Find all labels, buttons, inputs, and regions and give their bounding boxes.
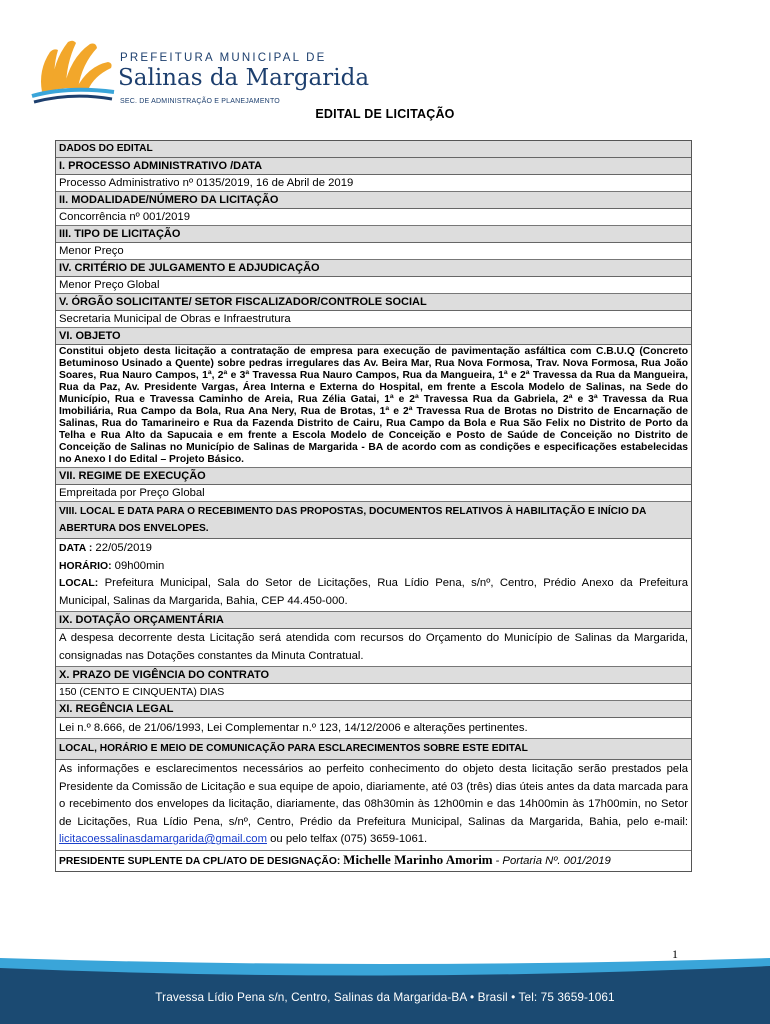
- dotacao-header: IX. DOTAÇÃO ORÇAMENTÁRIA: [56, 612, 691, 629]
- data-label: DATA :: [59, 543, 93, 554]
- tipo-header: III. TIPO DE LICITAÇÃO: [56, 226, 691, 243]
- modalidade-header: II. MODALIDADE/NÚMERO DA LICITAÇÃO: [56, 192, 691, 209]
- logo-municipality-name: Salinas da Margarida: [118, 65, 370, 91]
- criterio-value: Menor Preço Global: [56, 277, 691, 294]
- page-number: 1: [672, 947, 678, 961]
- local-data-block: [56, 539, 691, 612]
- presidente-name: Michelle Marinho Amorim: [343, 851, 493, 867]
- edital-form: [55, 140, 692, 872]
- processo-header: I. PROCESSO ADMINISTRATIVO /DATA: [56, 158, 691, 175]
- tipo-value: Menor Preço: [56, 243, 691, 260]
- logo-prefeitura-text: PREFEITURA MUNICIPAL DE: [120, 52, 327, 64]
- prazo-value: 150 (CENTO E CINQUENTA) DIAS: [56, 684, 691, 701]
- logo: [28, 30, 370, 105]
- dados-header: DADOS DO EDITAL: [56, 141, 691, 158]
- esclarecimentos-header: LOCAL, HORÁRIO E MEIO DE COMUNICAÇÃO PARA ESCLARECIMENTOS SOBRE ESTE EDITAL: [56, 739, 691, 760]
- esclarecimentos-text: As informações e esclarecimentos necessários ao perfeito conhecimento do objeto desta licitação serão prestados pela Presidente da Comissão de Licitação e sua equipe de apoio, diariamente, até 03 (três) dias úteis antes da data marcada para o recebimento dos envelopes da licitação, diariamente, das 08h30min às 12h00min e das 14h00min às 17h00min, no Setor de Licitações, Rua Lídio Pena, s/nº, Centro, Prédio da Prefeitura Municipal, Salinas da Margarida, Bahia, pelo e-mail:: [59, 763, 688, 828]
- local-value: Prefeitura Municipal, Sala do Setor de Licitações, Rua Lídio Pena, s/nº, Centro, Prédio Anexo da Prefeitura Municipal, Salinas da Margarida, Bahia, CEP 44.450-000.: [59, 577, 689, 607]
- orgao-value: Secretaria Municipal de Obras e Infraestrutura: [56, 311, 691, 328]
- document-title: EDITAL DE LICITAÇÃO: [315, 107, 455, 121]
- local-line: [59, 575, 688, 610]
- objeto-value: Constitui objeto desta licitação a contratação de empresa para execução de pavimentação asfáltica com C.B.U.Q (Concreto Betuminoso Usinado a Quente) sobre pedras irregulares das Av. Beira Mar, Rua Nova Formosa, Trav. Nova Formosa, Rua João Soares, Rua Nauro Campos, 1ª, 2ª e 3ª Travessa Rua Nauro Campos, Rua da Mangueira, 1ª e 2ª Travessa da Rua da Mangueira, Rua da Paz, Av. Presidente Vargas, Área Interna e Externa do Hospital, em frente a Escola Modelo de Salinas, na Sede do Município, Rua e Travessa Caminho de Areia, Rua Zélia Gatai, 1ª e 2ª Travessa Rua da Gabriela, 2ª e 3ª Travessa da Rua Imobiliária, Rua Campo da Bola, Rua Ana Nery, Rua de Brotas, 1ª e 2ª Travessa Rua de Brotas no Distrito de Encarnação de Salinas, Rua do Tamarineiro e Rua da Fazenda Distrito de Cairu, Rua Campo da Bola e Rua São Felix no Distrito de Porto da Telha e Rua Alto da Sapucaia e em frente a Escola Modelo de Conceição e Posto de Saúde de Conceição no Distrito de Conceição de Salinas no Município de Salinas de Margarida - BA de acordo com as condições e especificações estabelecidas no Anexo I do Edital – Projeto Básico.: [56, 345, 691, 468]
- esclarecimentos-block: [56, 760, 691, 851]
- footer-address: Travessa Lídio Pena s/n, Centro, Salinas da Margarida-BA • Brasil • Tel: 75 3659-1061: [155, 990, 615, 1004]
- portaria-text: - Portaria Nº. 001/2019: [495, 854, 611, 867]
- regencia-value: Lei n.º 8.666, de 21/06/1993, Lei Complementar n.º 123, 14/12/2006 e alterações pertinentes.: [56, 718, 691, 739]
- regencia-header: XI. REGÊNCIA LEGAL: [56, 701, 691, 718]
- regime-header: VII. REGIME DE EXECUÇÃO: [56, 468, 691, 485]
- email-link[interactable]: licitacoessalinasdamargarida@gmail.com: [59, 833, 267, 845]
- shell-logo-icon: [28, 30, 118, 105]
- processo-value: Processo Administrativo nº 0135/2019, 16 de Abril de 2019: [56, 175, 691, 192]
- telfax-text: ou pelo telfax (075) 3659-1061.: [270, 833, 428, 845]
- objeto-header: VI. OBJETO: [56, 328, 691, 345]
- local-label: LOCAL:: [59, 578, 99, 589]
- criterio-header: IV. CRITÉRIO DE JULGAMENTO E ADJUDICAÇÃO: [56, 260, 691, 277]
- prazo-header: X. PRAZO DE VIGÊNCIA DO CONTRATO: [56, 667, 691, 684]
- horario-label: HORÁRIO:: [59, 560, 112, 572]
- orgao-header: V. ÓRGÃO SOLICITANTE/ SETOR FISCALIZADOR/CONTROLE SOCIAL: [56, 294, 691, 311]
- presidente-row: [56, 851, 691, 871]
- horario-line: [59, 558, 688, 576]
- modalidade-value: Concorrência nº 001/2019: [56, 209, 691, 226]
- dotacao-value: A despesa decorrente desta Licitação será atendida com recursos do Orçamento do Município de Salinas da Margarida, consignadas nas Dotações constantes da Minuta Contratual.: [56, 629, 691, 667]
- data-value: 22/05/2019: [95, 542, 152, 554]
- regime-value: Empreitada por Preço Global: [56, 485, 691, 502]
- data-line: [59, 540, 688, 558]
- local-data-header: VIII. LOCAL E DATA PARA O RECEBIMENTO DAS PROPOSTAS, DOCUMENTOS RELATIVOS À HABILITAÇÃO E INÍCIO DA ABERTURA DOS ENVELOPES.: [56, 502, 691, 539]
- presidente-label: PRESIDENTE SUPLENTE DA CPL/ATO DE DESIGNAÇÃO:: [59, 855, 341, 867]
- logo-secretaria-text: SEC. DE ADMINISTRAÇÃO E PLANEJAMENTO: [120, 98, 280, 105]
- horario-value: 09h00min: [114, 559, 165, 572]
